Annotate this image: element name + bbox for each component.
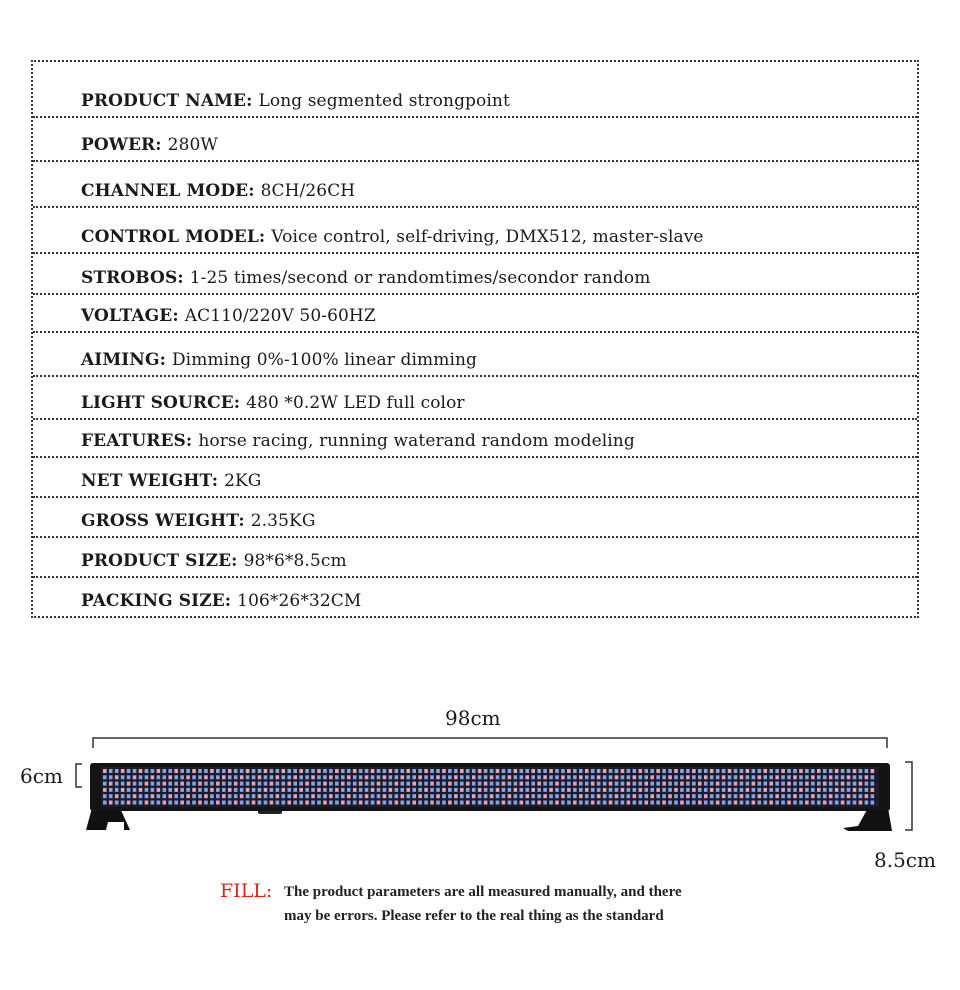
note-label: FILL: (220, 880, 273, 902)
spec-value: 2KG (224, 471, 262, 491)
spec-row (33, 538, 917, 578)
height-label: 6cm (20, 764, 63, 788)
spec-value: 2.35KG (250, 511, 316, 531)
spec-value: 106*26*32CM (237, 591, 362, 611)
spec-value: Dimming 0%-100% linear dimming (171, 350, 478, 370)
led-grid (103, 769, 874, 805)
right-foot (843, 808, 892, 831)
spec-row (33, 118, 917, 162)
spec-row (33, 377, 917, 420)
led-panel (101, 767, 879, 807)
spec-label: STROBOS: (81, 268, 184, 288)
spec-value: horse racing, running waterand random modeling (198, 431, 635, 451)
left-foot (86, 808, 130, 830)
spec-label: NET WEIGHT: (81, 471, 219, 491)
depth-bracket (905, 762, 912, 830)
spec-row (33, 254, 917, 295)
spec-row (33, 333, 917, 377)
length-label: 98cm (445, 706, 501, 730)
spec-value: 1-25 times/second or randomtimes/secondor random (189, 268, 651, 288)
spec-row (33, 62, 917, 118)
spec-value: AC110/220V 50-60HZ (184, 306, 376, 326)
spec-label: VOLTAGE: (81, 306, 179, 326)
note-line-2: may be errors. Please refer to the real thing as the standard (284, 908, 664, 924)
height-bracket (76, 764, 82, 787)
spec-label: PRODUCT SIZE: (81, 551, 238, 571)
spec-row (33, 498, 917, 538)
spec-label: GROSS WEIGHT: (81, 511, 245, 531)
spec-row (33, 208, 917, 254)
spec-row (33, 458, 917, 498)
spec-value: 8CH/26CH (260, 181, 356, 201)
note-line-1: The product parameters are all measured manually, and there (284, 884, 682, 900)
spec-label: PRODUCT NAME: (81, 91, 253, 111)
spec-row (33, 162, 917, 208)
spec-label: CONTROL MODEL: (81, 227, 266, 247)
spec-value: Long segmented strongpoint (258, 91, 510, 111)
bottom-clip (258, 808, 282, 814)
spec-label: POWER: (81, 135, 162, 155)
spec-value: 98*6*8.5cm (243, 551, 347, 571)
spec-label: AIMING: (81, 350, 166, 370)
spec-value: Voice control, self-driving, DMX512, master-slave (271, 227, 704, 247)
spec-row (33, 420, 917, 458)
spec-label: FEATURES: (81, 431, 193, 451)
spec-label: LIGHT SOURCE: (81, 393, 241, 413)
spec-row (33, 578, 917, 616)
length-bracket (93, 738, 887, 748)
spec-row (33, 295, 917, 333)
spec-table (31, 60, 919, 618)
bar-housing (90, 763, 890, 811)
spec-label: CHANNEL MODE: (81, 181, 255, 201)
depth-label: 8.5cm (874, 848, 936, 872)
spec-label: PACKING SIZE: (81, 591, 232, 611)
spec-value: 280W (167, 135, 218, 155)
spec-value: 480 *0.2W LED full color (246, 393, 465, 413)
